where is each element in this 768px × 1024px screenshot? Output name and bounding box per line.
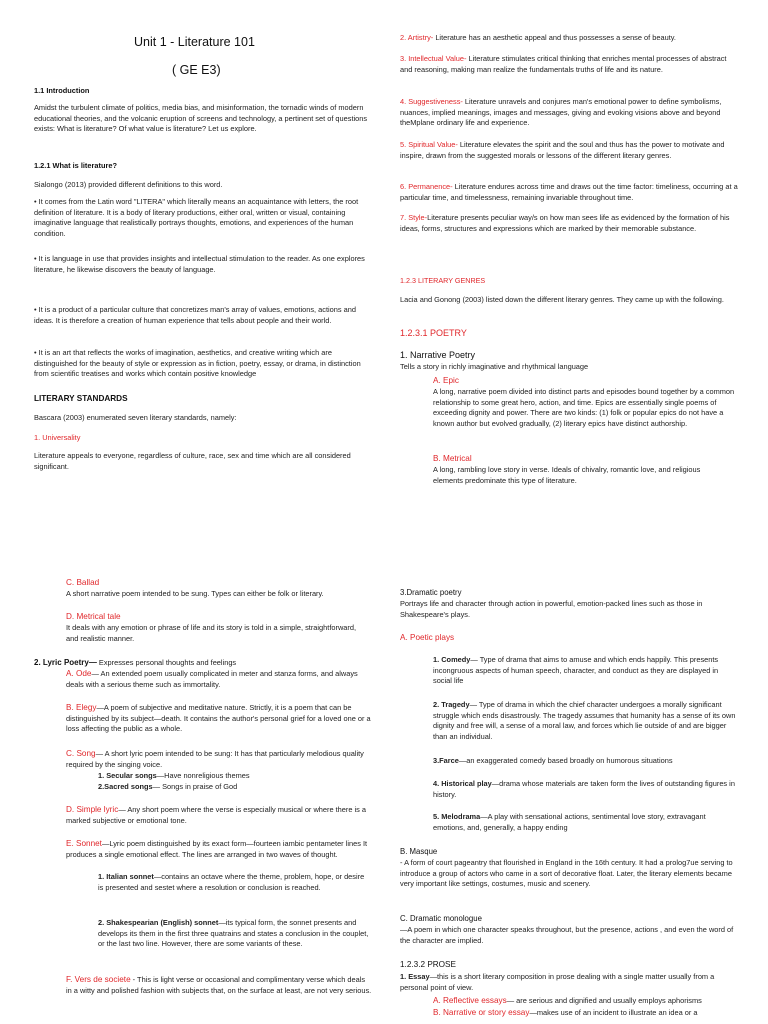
secular-songs-label: 1. Secular songs bbox=[98, 771, 157, 780]
dramatic-poetry-text: Portrays life and character through action in powerful, emotion-packed lines such as those in Shakespeare's plays. bbox=[400, 599, 703, 619]
suggestiveness-label: 4. Suggestiveness- bbox=[400, 97, 463, 106]
definition-bullet-1: • It comes from the Latin word "LITERA" which literally means an acquaintance with letters, the root definition of literature. It is a body of literary productions, either oral, written or visual, containing imaginative language that realistically portrays thoughts, emotions, and experiences of the human condition. bbox=[34, 197, 359, 238]
farce-paragraph: 3.Farce—an exaggerated comedy based broadly on humorous situations bbox=[433, 756, 673, 765]
definition-bullet-3: • It is a product of a particular culture that concretizes man's array of values, emotions, actions and ideas. It is therefore a creation of human experience that tells about people and their world. bbox=[34, 305, 356, 325]
comedy-label: 1. Comedy bbox=[433, 655, 471, 664]
narrative-poetry-text: Tells a story in richly imaginative and rhythmical language bbox=[400, 362, 589, 371]
literary-genres-heading: 1.2.3 LITERARY GENRES bbox=[400, 276, 486, 285]
metrical-paragraph: A long, rambling love story in verse. Ideals of chivalry, romantic love, and religious elements predominate this type of literature. bbox=[433, 465, 701, 485]
artistry-paragraph: 2. Artistry- Literature has an aesthetic appeal and thus possesses a sense of beauty. bbox=[400, 33, 676, 42]
what-is-literature-heading: 1.2.1 What is literature? bbox=[34, 161, 117, 170]
lyric-poetry-label: 2. Lyric Poetry— bbox=[34, 658, 97, 667]
shakespearian-sonnet-paragraph: 2. Shakespearian (English) sonnet—its typical form, the sonnet presents and develops its them in the first three quatrains and states a conclusion in the couplet, or the last two line. However, there are some variants of these. bbox=[98, 918, 369, 949]
epic-label: A. Epic bbox=[433, 376, 459, 385]
historical-play-paragraph: 4. Historical play—drama whose materials are taken form the lives of outstanding figures in history. bbox=[433, 779, 735, 799]
sonnet-label: E. Sonnet bbox=[66, 839, 102, 848]
reflective-essays-label: A. Reflective essays bbox=[433, 996, 507, 1005]
lacia-paragraph: Lacia and Gonong (2003) listed down the different literary genres. They came up with the following. bbox=[400, 295, 724, 304]
intellectual-value-label: 3. Intellectual Value- bbox=[400, 54, 467, 63]
sacred-songs-label: 2.Sacred songs bbox=[98, 782, 153, 791]
tragedy-label: 2. Tragedy bbox=[433, 700, 470, 709]
song-paragraph: C. Song— A short lyric poem intended to be sung: It has that particularly melodious quality required by the singing voice. bbox=[66, 749, 364, 769]
definition-bullet-2: • It is language in use that provides insights and intellectual stimulation to the reader. As one explores literature, he likewise discovers the beauty of language. bbox=[34, 254, 365, 274]
historical-play-label: 4. Historical play bbox=[433, 779, 492, 788]
narrative-essay-label: B. Narrative or story essay bbox=[433, 1008, 530, 1017]
ode-label: A. Ode bbox=[66, 669, 92, 678]
simple-lyric-label: D. Simple lyric bbox=[66, 805, 119, 814]
secular-songs-item: 1. Secular songs—Have nonreligious themes bbox=[98, 771, 250, 780]
dramatic-poetry-heading: 3.Dramatic poetry bbox=[400, 588, 462, 597]
metrical-label: B. Metrical bbox=[433, 454, 472, 463]
narrative-essay-item: B. Narrative or story essay—makes use of an incident to illustrate an idea or a bbox=[433, 1008, 698, 1017]
sialongo-paragraph: Sialongo (2013) provided different definitions to this word. bbox=[34, 180, 223, 189]
italian-sonnet-label: 1. Italian sonnet bbox=[98, 872, 154, 881]
elegy-paragraph: B. Elegy—A poem of subjective and meditative nature. Strictly, it is a poem that can be distinguished by its subject—death. It contains the author's personal grief for a loved one or a loss affecting the public as a whole. bbox=[66, 703, 371, 734]
dramatic-monologue-heading: C. Dramatic monologue bbox=[400, 914, 482, 923]
song-label: C. Song bbox=[66, 749, 96, 758]
essay-paragraph: 1. Essay—this is a short literary composition in prose dealing with a single matter usually from a personal point of view. bbox=[400, 972, 715, 992]
elegy-label: B. Elegy bbox=[66, 703, 97, 712]
poetic-plays-label: A. Poetic plays bbox=[400, 633, 455, 642]
permanence-label: 6. Permanence- bbox=[400, 182, 453, 191]
comedy-paragraph: 1. Comedy— Type of drama that aims to amuse and which ends happily. This presents incongruous aspects of human speech, character, and conduct as they are displayed in social life bbox=[433, 655, 719, 686]
sonnet-paragraph: E. Sonnet—Lyric poem distinguished by its exact form—fourteen iambic pentameter lines It produces a single emotional effect. The lines are arranged in two waves of thought. bbox=[66, 839, 368, 859]
melodrama-label: 5. Melodrama bbox=[433, 812, 481, 821]
metrical-tale-paragraph: It deals with any emotion or phrase of life and its story is told in a simple, straightforward, and realistic manner. bbox=[66, 623, 357, 643]
ballad-label: C. Ballad bbox=[66, 578, 100, 587]
page-subtitle: ( GE E3) bbox=[172, 63, 221, 77]
masque-heading: B. Masque bbox=[400, 847, 438, 856]
vers-de-societe-label: F. Vers de societe bbox=[66, 975, 131, 984]
universality-label: 1. Universality bbox=[34, 433, 81, 442]
ode-paragraph: A. Ode— An extended poem usually complicated in meter and stanza forms, and always deals with a serious theme such as immortality. bbox=[66, 669, 358, 689]
ballad-paragraph: A short narrative poem intended to be sung. Types can either be folk or literary. bbox=[66, 589, 324, 598]
style-paragraph: 7. Style-Literature presents peculiar way/s on how man sees life as evidenced by the formation of his ideas, forms, structures and expressions which are marked by their memorable substance. bbox=[400, 213, 730, 233]
reflective-essays-item: A. Reflective essays— are serious and dignified and usually employs aphorisms bbox=[433, 996, 702, 1005]
prose-heading: 1.2.3.2 PROSE bbox=[400, 960, 456, 969]
italian-sonnet-paragraph: 1. Italian sonnet—contains an octave where the theme, problem, hope, or desire is presented and sestet where a resolution or conclusion is reached. bbox=[98, 872, 365, 892]
style-label: 7. Style- bbox=[400, 213, 428, 222]
masque-paragraph: - A form of court pageantry that flourished in England in the 16th century. It had a prolog7ue serving to introduce a group of actors who came in a sort of decorative float. Later, the literary elements became very important like settings, costumes, music and scenery. bbox=[400, 858, 733, 889]
epic-paragraph: A long, narrative poem divided into distinct parts and episodes bound together by a common relationship to some great hero, action, and time. Epics are essentially single poems of exceeding dignity and power. There are two kinds: (1) folk or popular epics do not have a known author but evolved gradually, (2) literary epics have distinct authorship. bbox=[433, 387, 735, 428]
intro-heading: 1.1 Introduction bbox=[34, 86, 90, 95]
sacred-songs-item: 2.Sacred songs— Songs in praise of God bbox=[98, 782, 238, 791]
vers-de-societe-paragraph: F. Vers de societe - This is light verse or occasional and complimentary verse which deals in a witty and polished fashion with subjects that, on the surface at least, are not very serious. bbox=[66, 975, 372, 995]
poetry-heading: 1.2.3.1 POETRY bbox=[400, 328, 467, 338]
simple-lyric-paragraph: D. Simple lyric— Any short poem where the verse is especially musical or where there is a marked subjective or emotional tone. bbox=[66, 805, 367, 825]
artistry-label: 2. Artistry- bbox=[400, 33, 434, 42]
spiritual-value-label: 5. Spiritual Value- bbox=[400, 140, 458, 149]
lyric-poetry-heading: 2. Lyric Poetry— Expresses personal thoughts and feelings bbox=[34, 658, 237, 667]
essay-label: 1. Essay bbox=[400, 972, 430, 981]
farce-label: 3.Farce bbox=[433, 756, 459, 765]
universality-paragraph: Literature appeals to everyone, regardless of culture, race, sex and time which are all considered significant. bbox=[34, 451, 351, 471]
permanence-paragraph: 6. Permanence- Literature endures across time and draws out the time factor: timeliness, occurring at a particular time, and timelessness, remaining invariable throughout time. bbox=[400, 182, 738, 202]
metrical-tale-label: D. Metrical tale bbox=[66, 612, 121, 621]
definition-bullet-4: • It is an art that reflects the works of imagination, aesthetics, and creative writing which are distinguished for the beauty of style or expression as in fiction, poetry, essay, or drama, in distinction from scientific treatises and works which contain positive knowledge bbox=[34, 348, 361, 379]
intro-paragraph: Amidst the turbulent climate of politics, media bias, and misinformation, the tornadic winds of modern educational theories, and the volcanic eruption of screens and technology, a pertinent set of questions exists: What is literature? Of what value is literature? Let us explore. bbox=[34, 103, 368, 134]
page-title: Unit 1 - Literature 101 bbox=[134, 35, 255, 49]
spiritual-value-paragraph: 5. Spiritual Value- Literature elevates the spirit and the soul and thus has the power to motivate and inspire, drawn from the suggested morals or lessons of the different literary genres. bbox=[400, 140, 725, 160]
intellectual-value-paragraph: 3. Intellectual Value- Literature stimulates critical thinking that enriches mental processes of abstract and reasoning, making man realize the fundamentals truths of life and its nature. bbox=[400, 54, 727, 74]
melodrama-paragraph: 5. Melodrama—A play with sensational actions, sentimental love story, extravagant emotions, and, generally, a happy ending bbox=[433, 812, 706, 832]
dramatic-monologue-paragraph: —A poem in which one character speaks throughout, but the presence, actions , and even the word of the character are implied. bbox=[400, 925, 734, 945]
shakespearian-sonnet-label: 2. Shakespearian (English) sonnet bbox=[98, 918, 219, 927]
narrative-poetry-heading: 1. Narrative Poetry bbox=[400, 350, 476, 360]
bascara-paragraph: Bascara (2003) enumerated seven literary standards, namely: bbox=[34, 413, 237, 422]
tragedy-paragraph: 2. Tragedy— Type of drama in which the chief character undergoes a morally significant struggle which ends disastrously. The tragedy assumes that humanity has a sense of its own dignity and free will, a sense of a moral law, and forces which lie outside of and are bigger than an individual. bbox=[433, 700, 736, 741]
suggestiveness-paragraph: 4. Suggestiveness- Literature unravels and conjures man's emotional power to define symbolisms, nuances, implied meanings, images and messages, giving and evoking visions above and beyond theMplane ordinary life and experience. bbox=[400, 97, 722, 128]
literary-standards-heading: LITERARY STANDARDS bbox=[34, 394, 128, 403]
